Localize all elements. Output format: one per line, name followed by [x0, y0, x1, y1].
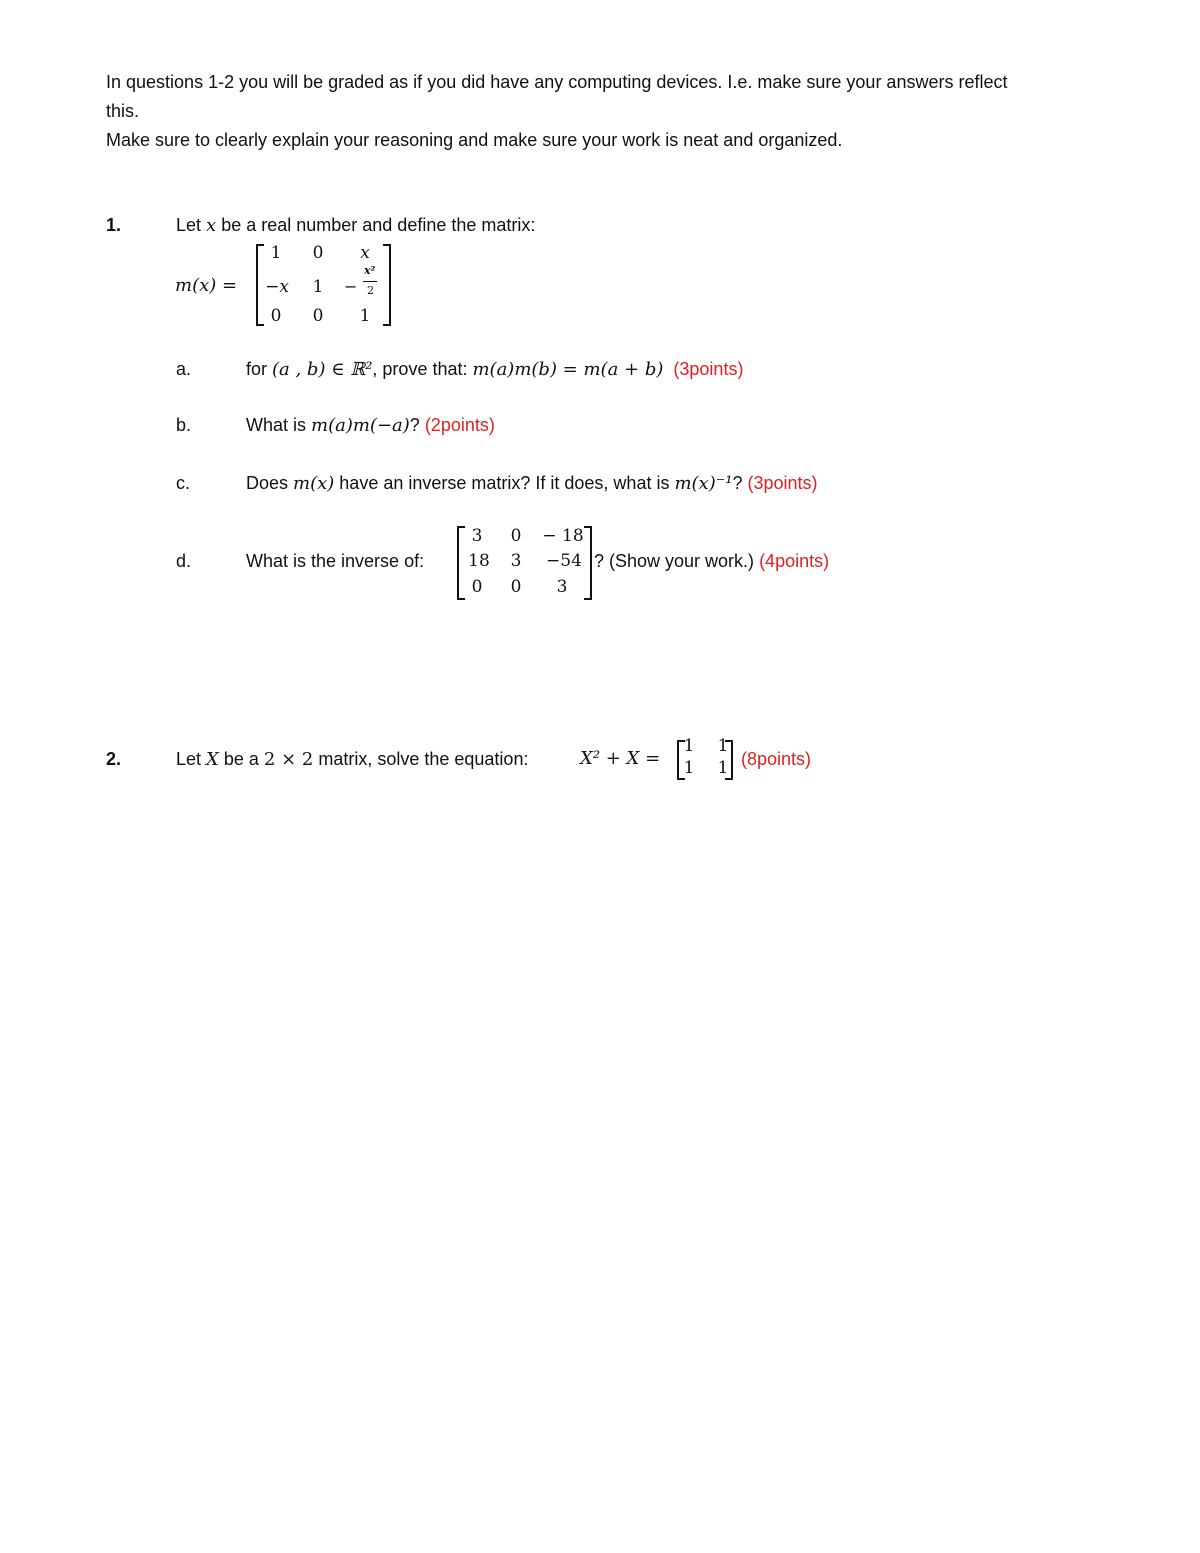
q1-statement — [176, 215, 535, 236]
q2-statement — [176, 749, 528, 770]
part-c-t2: have an inverse matrix? If it does, what is — [334, 473, 675, 493]
part-a-t1: for — [246, 359, 273, 379]
d-cell-0-2: − 18 — [542, 526, 584, 546]
part-a-t2: , prove that: — [372, 359, 473, 379]
part-c-m2: m(x)⁻¹ — [674, 473, 733, 494]
m-cell-1-0: −x — [265, 277, 289, 297]
part-d-label: d. — [176, 551, 192, 571]
q2-cell-0-0: 1 — [683, 736, 695, 756]
part-b-t1: What is — [246, 415, 312, 435]
q1-number: 1. — [106, 215, 122, 235]
m-lhs: m(x) = — [175, 275, 238, 296]
m-cell-2-0: 0 — [270, 306, 282, 326]
intro-line-2: this. — [106, 101, 140, 121]
q2-number: 2. — [106, 749, 122, 769]
m-cell-2-2: 1 — [359, 306, 371, 326]
m-cell-2-1: 0 — [312, 306, 324, 326]
d-cell-2-1: 0 — [510, 577, 522, 597]
q1-stmt-b: be a real number and define the matrix: — [216, 215, 536, 235]
q1-stmt-var: x — [206, 215, 217, 236]
part-d-t1: What is the inverse of: — [246, 551, 425, 571]
q1-stmt-a: Let — [176, 215, 207, 235]
d-cell-0-1: 0 — [510, 526, 522, 546]
d-cell-1-1: 3 — [510, 551, 522, 571]
m-cell-1-1: 1 — [312, 277, 324, 297]
intro-line-3: Make sure to clearly explain your reasoning and make sure your work is neat and organized. — [106, 130, 843, 150]
q2-var: X — [206, 749, 219, 770]
part-b-t2: ? — [409, 415, 425, 435]
part-b-m1: m(a)m(−a) — [311, 415, 410, 436]
part-d-points: (4points) — [759, 551, 830, 571]
part-c-t3: ? — [732, 473, 748, 493]
m-frac-bar — [363, 281, 377, 282]
q2-t1: Let — [176, 749, 207, 769]
q2-t2: be a — [218, 749, 264, 769]
m-cell-1-2 — [344, 266, 384, 306]
q2-equation: X² + X = — [580, 748, 661, 769]
part-b-text — [246, 415, 495, 436]
q2-cell-1-0: 1 — [683, 758, 695, 778]
d-cell-1-2: −54 — [546, 551, 582, 571]
q2-cell-0-1: 1 — [717, 736, 729, 756]
d-cell-2-2: 3 — [556, 577, 568, 597]
d-cell-0-0: 3 — [471, 526, 483, 546]
m-bracket-right — [383, 244, 391, 326]
part-a-m1: (a , b) ∈ ℝ² — [272, 359, 373, 380]
q2-cell-1-1: 1 — [717, 758, 729, 778]
q2-dims: 2 × 2 — [263, 749, 314, 770]
intro-line-1: In questions 1-2 you will be graded as if you did have any computing devices. I.e. make sure your answers reflect — [106, 72, 1008, 92]
part-b-label: b. — [176, 415, 192, 435]
part-a-text — [246, 359, 743, 380]
part-d-t2: ? (Show your work.) — [594, 551, 760, 571]
part-c-text — [246, 473, 817, 494]
q2-t3: matrix, solve the equation: — [313, 749, 529, 769]
m-cell-0-0: 1 — [270, 243, 282, 263]
q2-points: (8points) — [741, 749, 812, 769]
part-a-label: a. — [176, 359, 192, 379]
d-cell-2-0: 0 — [471, 577, 483, 597]
part-d-tail — [594, 551, 829, 572]
part-c-t1: Does — [246, 473, 294, 493]
m-frac-num: x² — [364, 264, 376, 277]
part-c-label: c. — [176, 473, 191, 493]
m-cell-0-1: 0 — [312, 243, 324, 263]
m-cell-1-2-minus: − — [344, 277, 358, 296]
m-frac-den: 2 — [367, 284, 374, 297]
d-cell-1-0: 18 — [468, 551, 490, 571]
part-c-points: (3points) — [747, 473, 818, 493]
part-b-points: (2points) — [424, 415, 495, 435]
part-a-points: (3points) — [673, 359, 744, 379]
part-c-m1: m(x) — [293, 473, 335, 494]
part-a-m2: m(a)m(b) = m(a + b) — [472, 359, 664, 380]
m-cell-0-2: x — [360, 243, 370, 263]
